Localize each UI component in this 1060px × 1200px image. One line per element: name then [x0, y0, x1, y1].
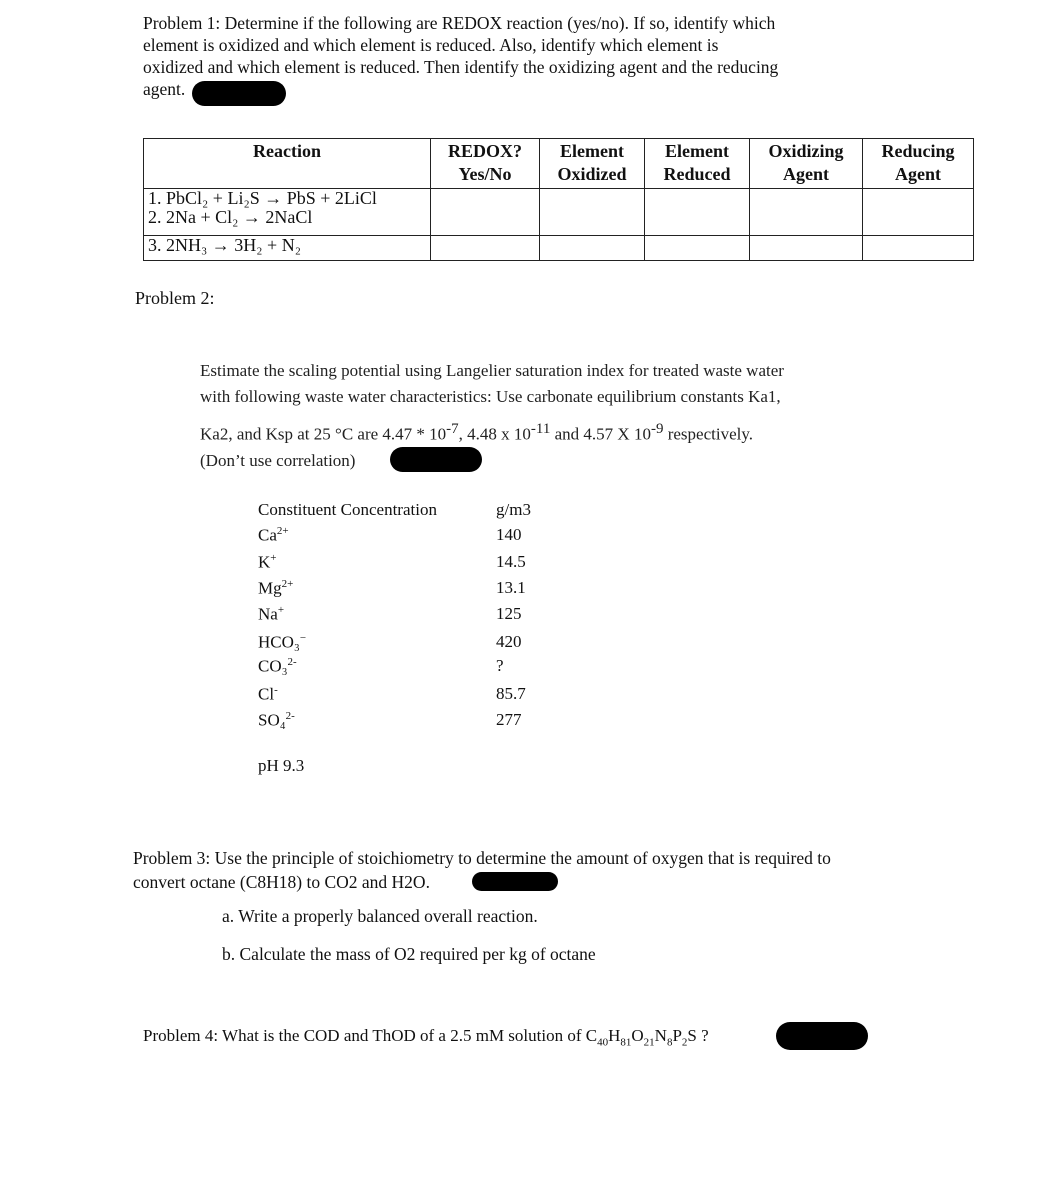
- redox-table: [143, 138, 974, 261]
- reaction-cell: [144, 189, 431, 236]
- reaction-1: 1. PbCl₂ + Li₂S → PbS + 2LiCl: [148, 188, 377, 208]
- answer-cell[interactable]: [540, 236, 645, 261]
- problem-2-line: Estimate the scaling potential using Langelier saturation index for treated waste water: [200, 361, 784, 380]
- answer-cell[interactable]: [863, 236, 974, 261]
- ph-value: pH 9.3: [258, 756, 305, 775]
- problem-1-line: element is oxidized and which element is reduced. Also, identify which element is: [143, 35, 719, 55]
- list-item: $Ca^{2+}$ 140: [258, 525, 522, 545]
- problem-1-line: Problem 1: Determine if the following are REDOX reaction (yes/no). If so, identify which: [143, 13, 776, 33]
- header-element-oxidized: Element Oxidized: [540, 139, 645, 189]
- answer-cell[interactable]: [540, 189, 645, 236]
- table-row: [144, 236, 974, 261]
- list-item: CO₃$^{2-}$ ?: [258, 656, 504, 676]
- list-item: SO₄$^{2-}$ 277: [258, 710, 522, 730]
- problem-4-text: Problem 4: What is the COD and ThOD of a 2.5 mM solution of $C_{40}H_{81}O_{21}N_8P_2S$ ?: [143, 1026, 709, 1049]
- unit-header: g/m3: [496, 500, 531, 519]
- header-oxidizing-agent: Oxidizing Agent: [750, 139, 863, 189]
- problem-2-line: (Don’t use correlation): [200, 450, 356, 470]
- problem-2-constants-line: Ka2, and Ksp at 25 °C are $4.47 * 10^{-7}$, 4.48 x $10^{-11}$ and 4.57 X $10^{-9}$ respectively.: [200, 421, 753, 444]
- problem-2-text: [200, 358, 784, 474]
- problem-3-line: Problem 3: Use the principle of stoichiometry to determine the amount of oxygen that is required to: [133, 848, 831, 868]
- list-item: HCO₃− 420: [258, 632, 522, 652]
- problem-1-line: oxidized and which element is reduced. Then identify the oxidizing agent and the reducing: [143, 57, 779, 77]
- list-item: $Mg^{2+}$ 13.1: [258, 578, 526, 598]
- header-reducing-agent: Reducing Agent: [863, 139, 974, 189]
- header-element-reduced: Element Reduced: [645, 139, 750, 189]
- list-item: Cl- 85.7: [258, 684, 526, 704]
- reaction-cell: [144, 236, 431, 261]
- answer-cell[interactable]: [863, 189, 974, 236]
- reaction-2: 2. 2Na + Cl₂ → 2NaCl: [148, 207, 313, 227]
- answer-cell[interactable]: [431, 189, 540, 236]
- table-row: [144, 189, 974, 236]
- problem-1-line: agent.: [143, 79, 186, 99]
- redaction-mark: [472, 872, 558, 891]
- answer-cell[interactable]: [750, 236, 863, 261]
- redaction-mark: [192, 81, 286, 106]
- problem-2-line: with following waste water characteristics: Use carbonate equilibrium constants Ka1,: [200, 387, 781, 406]
- header-redox: REDOX? Yes/No: [431, 139, 540, 189]
- list-item: K+ 14.5: [258, 552, 526, 572]
- answer-cell[interactable]: [645, 236, 750, 261]
- answer-cell[interactable]: [431, 236, 540, 261]
- reaction-3: 3. 2NH₃ → 3H₂ + N₂: [148, 235, 301, 255]
- problem-3-part-a: a. Write a properly balanced overall reaction.: [222, 906, 538, 926]
- answer-cell[interactable]: [750, 189, 863, 236]
- problem-2-title: Problem 2:: [135, 288, 215, 308]
- problem-3-line: convert octane (C8H18) to CO2 and H2O.: [133, 872, 430, 892]
- header-reaction: Reaction: [144, 139, 431, 189]
- constituent-header: Constituent Concentration g/m3: [258, 500, 531, 519]
- problem-3-part-b: b. Calculate the mass of O2 required per kg of octane: [222, 944, 596, 964]
- redaction-mark: [776, 1022, 868, 1050]
- answer-cell[interactable]: [645, 189, 750, 236]
- redaction-mark: [390, 447, 482, 472]
- table-header-row: [144, 139, 974, 189]
- list-item: Na+ 125: [258, 604, 522, 624]
